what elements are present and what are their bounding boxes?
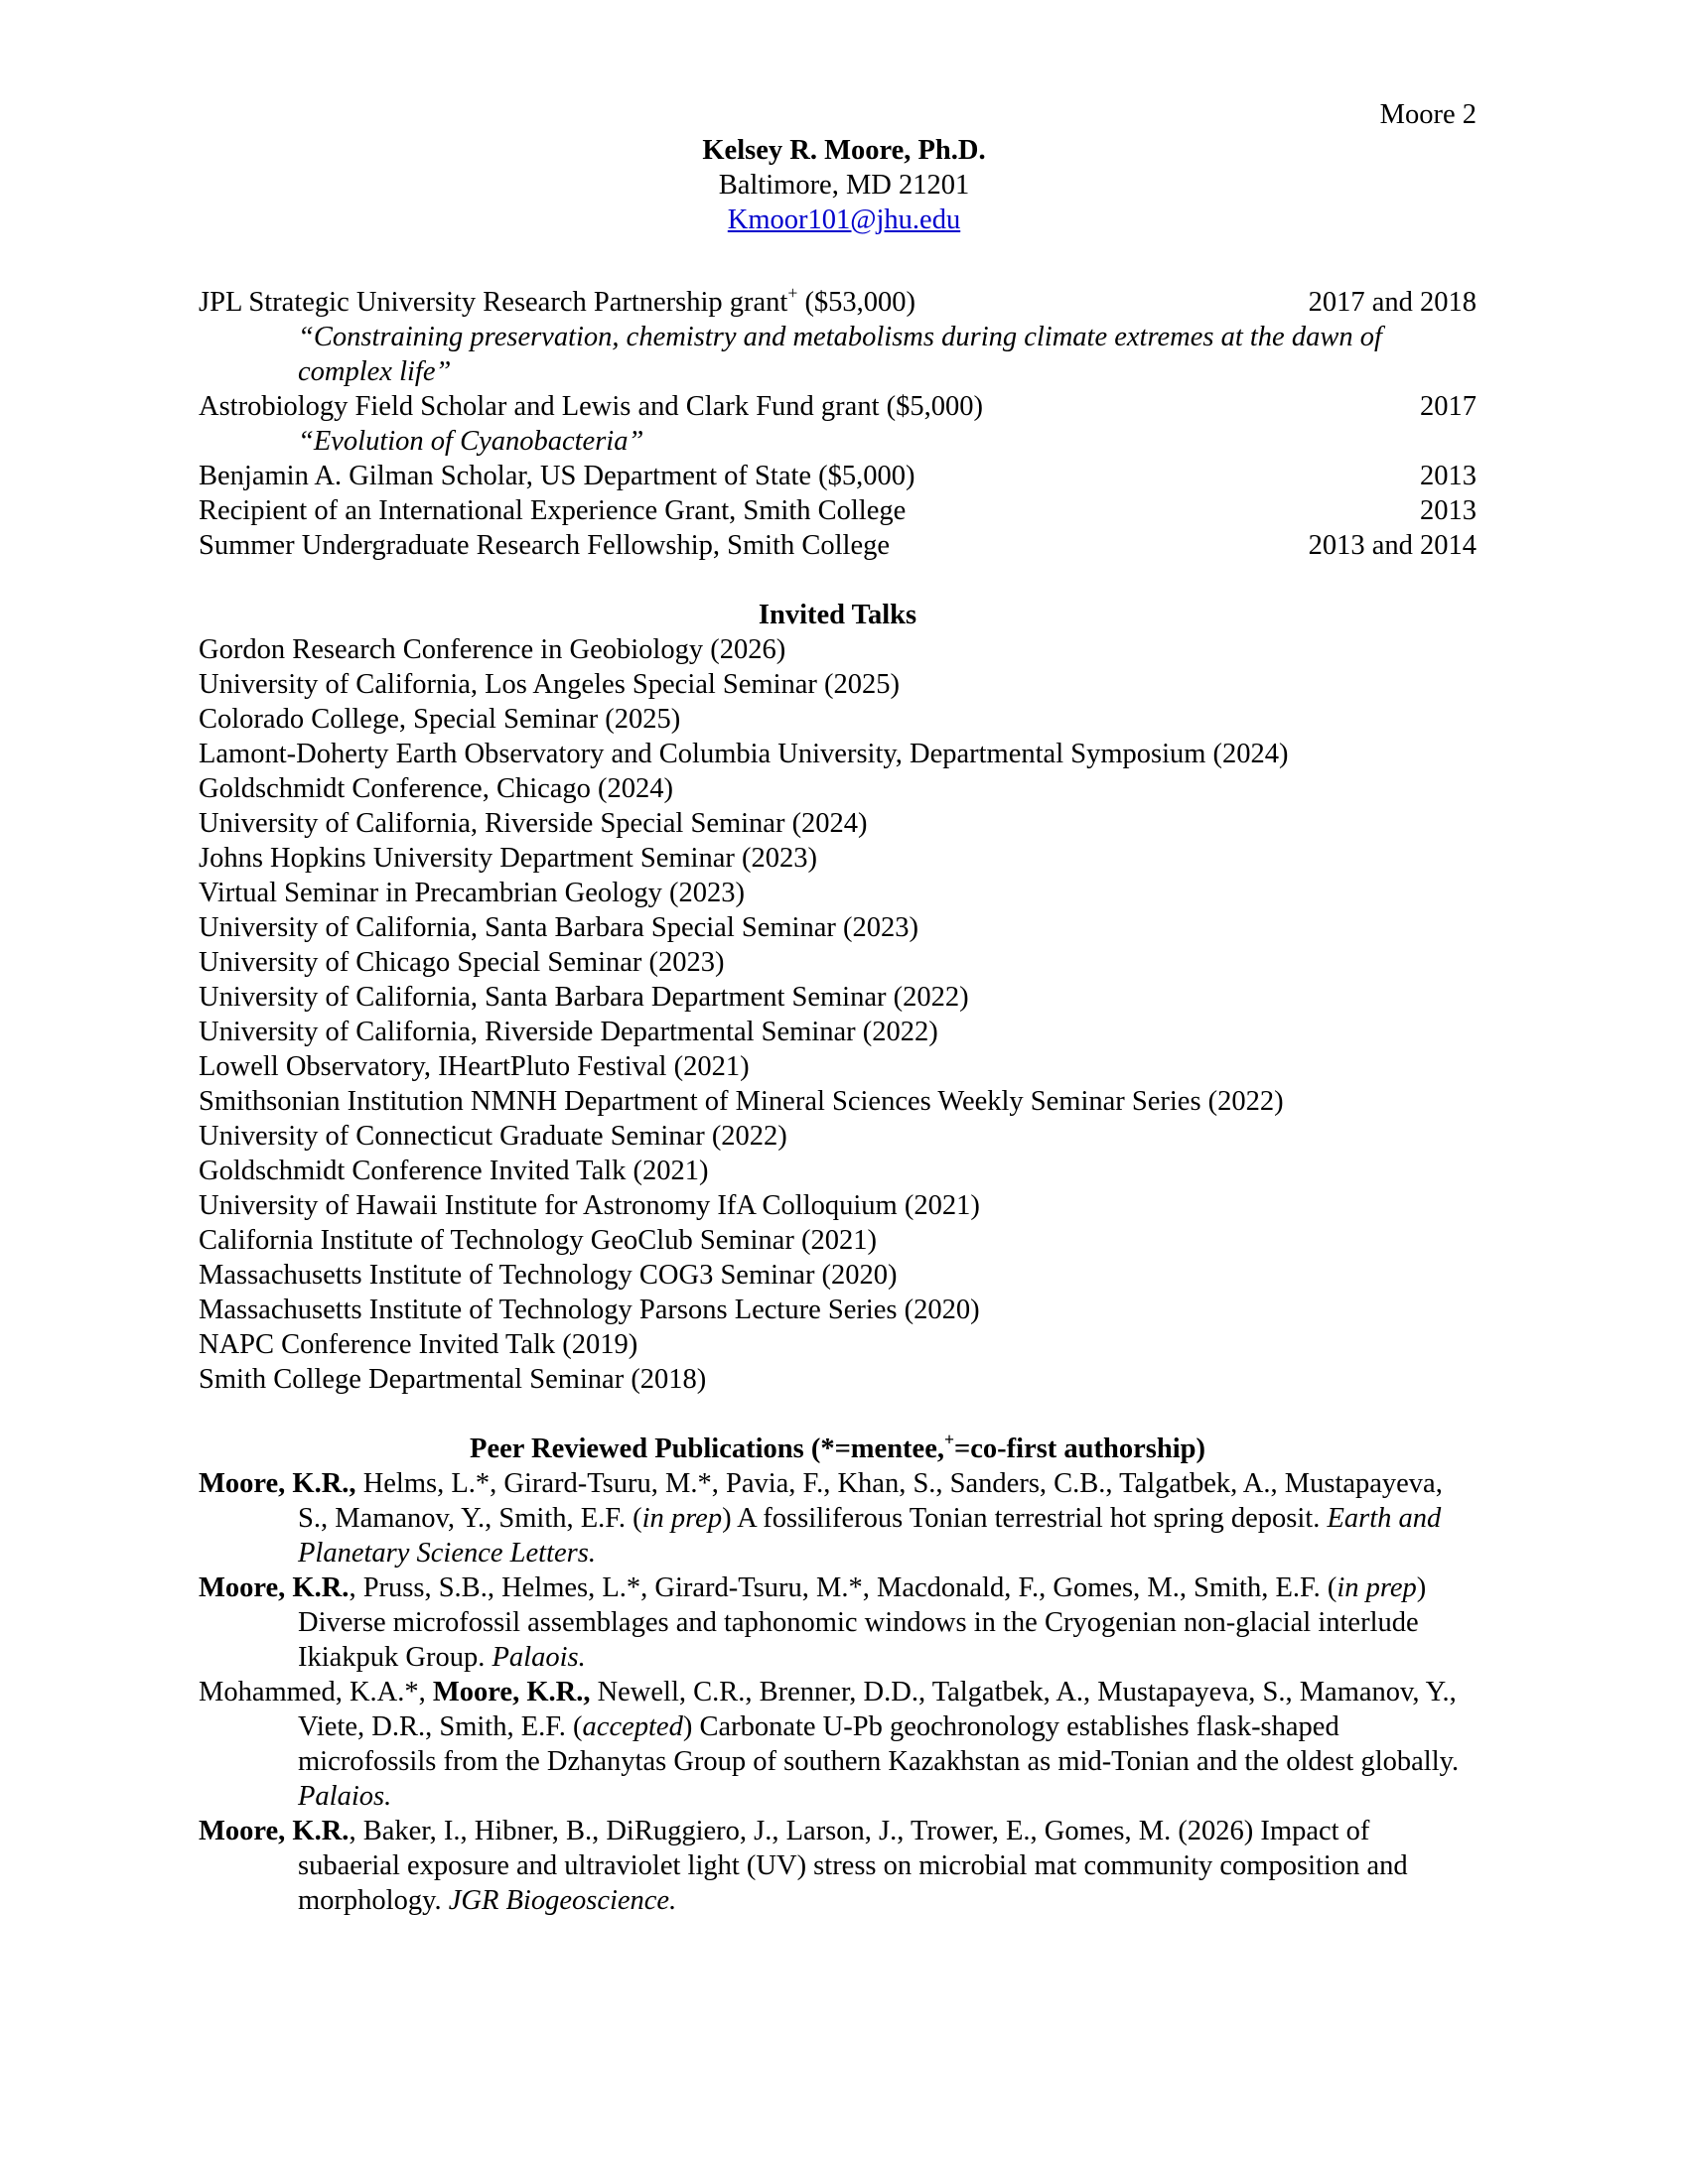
talk-item: Smith College Departmental Seminar (2018) xyxy=(199,1364,707,1395)
grant-row: JPL Strategic University Research Partnership grant+ ($53,000) 2017 and 2018 xyxy=(199,282,1477,318)
grant-year: 2017 and 2018 xyxy=(1308,287,1477,318)
grant-year: 2013 and 2014 xyxy=(1308,530,1477,561)
grant-description: “Constraining preservation, chemistry and metabolisms during climate extremes at the dawn of complex life” xyxy=(298,322,1382,387)
talk-item: Colorado College, Special Seminar (2025) xyxy=(199,704,681,735)
grant-row: Astrobiology Field Scholar and Lewis and Clark Fund grant ($5,000) 2017 xyxy=(199,391,1477,422)
grants-section xyxy=(199,282,1477,563)
talk-item: Gordon Research Conference in Geobiology (2026) xyxy=(199,634,786,665)
talk-item: Massachusetts Institute of Technology COG3 Seminar (2020) xyxy=(199,1260,898,1291)
talk-item: University of California, Riverside Special Seminar (2024) xyxy=(199,808,868,839)
talk-item: University of Hawaii Institute for Astronomy IfA Colloquium (2021) xyxy=(199,1190,980,1221)
grant-row: Recipient of an International Experience Grant, Smith College 2013 xyxy=(199,495,1477,526)
talk-item: University of California, Santa Barbara Special Seminar (2023) xyxy=(199,912,918,943)
grant-description: “Evolution of Cyanobacteria” xyxy=(298,426,644,457)
talk-item: University of Chicago Special Seminar (2023) xyxy=(199,947,725,978)
grant-year: 2013 xyxy=(1420,461,1477,491)
talk-item: Johns Hopkins University Department Seminar (2023) xyxy=(199,843,817,874)
page-number: Moore 2 xyxy=(1379,99,1477,130)
talk-item: Virtual Seminar in Precambrian Geology (2023) xyxy=(199,878,745,908)
grant-row: Benjamin A. Gilman Scholar, US Department of State ($5,000) 2013 xyxy=(199,461,1477,491)
cv-content xyxy=(199,282,1477,1918)
talk-item: Smithsonian Institution NMNH Department of Mineral Sciences Weekly Seminar Series (2022) xyxy=(199,1086,1284,1117)
email-link[interactable]: Kmoor101@jhu.edu xyxy=(727,205,961,235)
talk-item: Goldschmidt Conference Invited Talk (2021) xyxy=(199,1156,709,1186)
talk-item: Lowell Observatory, IHeartPluto Festival (2021) xyxy=(199,1051,750,1082)
talk-item: University of California, Los Angeles Special Seminar (2025) xyxy=(199,669,901,700)
talk-item: University of California, Santa Barbara Department Seminar (2022) xyxy=(199,982,969,1013)
publication-entry: Moore, K.R., Pruss, S.B., Helmes, L.*, Girard-Tsuru, M.*, Macdonald, F., Gomes, M., Smith, E.F. (in prep) Diverse microfossil assemblages and taphonomic windows in the Cryogenian non-glacial interlude Ikiakpuk Group. Palaois. xyxy=(199,1572,1427,1673)
talk-item: California Institute of Technology GeoClub Seminar (2021) xyxy=(199,1225,877,1256)
grant-row: Summer Undergraduate Research Fellowship, Smith College 2013 and 2014 xyxy=(199,530,1477,561)
talk-item: Massachusetts Institute of Technology Parsons Lecture Series (2020) xyxy=(199,1295,980,1325)
cv-header xyxy=(0,133,1688,237)
publications-heading: Peer Reviewed Publications (*=mentee,+=co-first authorship) xyxy=(470,1429,1205,1464)
talk-item: Lamont-Doherty Earth Observatory and Columbia University, Departmental Symposium (2024) xyxy=(199,739,1289,769)
talk-item: University of California, Riverside Departmental Seminar (2022) xyxy=(199,1017,938,1047)
author-location: Baltimore, MD 21201 xyxy=(718,170,970,201)
talk-item: NAPC Conference Invited Talk (2019) xyxy=(199,1329,638,1360)
author-name: Kelsey R. Moore, Ph.D. xyxy=(702,135,986,166)
talk-item: University of Connecticut Graduate Seminar (2022) xyxy=(199,1121,787,1152)
publication-entry: Mohammed, K.A.*, Moore, K.R., Newell, C.R., Brenner, D.D., Talgatbek, A., Mustapayeva, S., Mamanov, Y., Viete, D.R., Smith, E.F. (accepted) Carbonate U-Pb geochronology establishes flask-shaped microfossils from the Dzhanytas Group of southern Kazakhstan as mid-Tonian and the oldest globally. Palaios. xyxy=(199,1677,1460,1812)
publications-list xyxy=(199,1466,1477,1918)
talk-item: Goldschmidt Conference, Chicago (2024) xyxy=(199,773,674,804)
invited-talks-list xyxy=(199,632,1477,1397)
grant-year: 2017 xyxy=(1420,391,1477,422)
publication-entry: Moore, K.R., Baker, I., Hibner, B., DiRuggiero, J., Larson, J., Trower, E., Gomes, M. (2026) Impact of subaerial exposure and ultraviolet light (UV) stress on microbial mat community composition and morphology. JGR Biogeoscience. xyxy=(199,1816,1408,1916)
invited-talks-heading: Invited Talks xyxy=(758,600,917,630)
grant-year: 2013 xyxy=(1420,495,1477,526)
publication-entry: Moore, K.R., Helms, L.*, Girard-Tsuru, M.*, Pavia, F., Khan, S., Sanders, C.B., Talgatbek, A., Mustapayeva, S., Mamanov, Y., Smith, E.F. (in prep) A fossiliferous Tonian terrestrial hot spring deposit. Earth and Planetary Science Letters. xyxy=(199,1468,1443,1569)
